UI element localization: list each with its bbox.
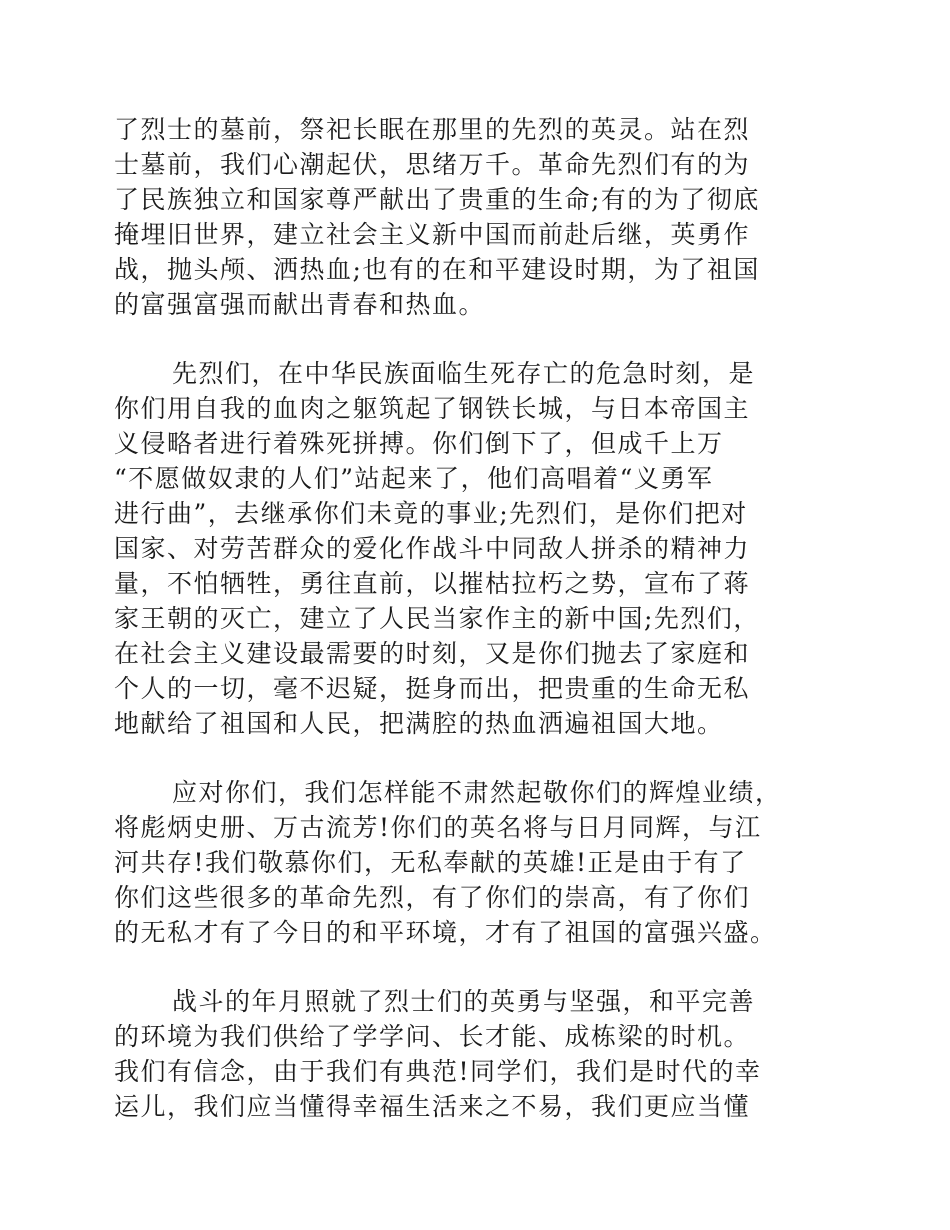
paragraph-spacer	[114, 322, 836, 356]
text-line: 掩埋旧世界，建立社会主义新中国而前赴后继，英勇作	[114, 220, 751, 249]
text-line: 量，不怕牺牲，勇往直前，以摧枯拉朽之势，宣布了蒋	[114, 569, 751, 598]
paragraph-3	[114, 775, 836, 950]
paragraph-spacer	[114, 741, 836, 775]
text-line: 国家、对劳苦群众的爱化作战斗中同敌人拼杀的精神力	[114, 534, 751, 563]
text-line: 将彪炳史册、万古流芳!你们的英名将与日月同辉，与江	[114, 813, 762, 842]
text-line: 战斗的年月照就了烈士们的英勇与坚强，和平完善	[172, 987, 756, 1016]
text-line: 我们有信念，由于我们有典范!同学们，我们是时代的幸	[114, 1057, 762, 1086]
paragraph-1	[114, 112, 836, 322]
text-line: 了烈士的墓前，祭祀长眠在那里的先烈的英灵。站在烈	[114, 115, 751, 144]
text-line: 应对你们，我们怎样能不肃然起敬你们的辉煌业绩，	[172, 778, 782, 807]
text-line: 战，抛头颅、洒热血;也有的在和平建设时期，为了祖国	[114, 255, 760, 284]
text-line: “不愿做奴隶的人们”站起来了，他们高唱着“义勇军	[114, 464, 714, 493]
text-line: 的富强富强而献出青春和热血。	[114, 290, 486, 319]
text-line: 家王朝的灭亡，建立了人民当家作主的新中国;先烈们，	[114, 604, 760, 633]
text-line: 先烈们，在中华民族面临生死存亡的危急时刻，是	[172, 359, 756, 388]
text-line: 你们这些很多的革命先烈，有了你们的崇高，有了你们	[114, 883, 751, 912]
text-line: 的无私才有了今日的和平环境，才有了祖国的富强兴盛。	[114, 918, 777, 947]
text-line: 你们用自我的血肉之躯筑起了钢铁长城，与日本帝国主	[114, 394, 751, 423]
text-line: 了民族独立和国家尊严献出了贵重的生命;有的为了彻底	[114, 185, 760, 214]
paragraph-2	[114, 356, 836, 741]
text-line: 义侵略者进行着殊死拼搏。你们倒下了，但成千上万	[114, 429, 724, 458]
text-line: 士墓前，我们心潮起伏，思绪万千。革命先烈们有的为	[114, 150, 751, 179]
text-line: 河共存!我们敬慕你们，无私奉献的英雄!正是由于有了	[114, 848, 747, 877]
text-line: 的环境为我们供给了学学问、长才能、成栋梁的时机。	[114, 1022, 751, 1051]
document-body	[114, 112, 836, 1124]
paragraph-spacer	[114, 950, 836, 984]
text-line: 进行曲”，去继承你们未竟的事业;先烈们，是你们把对	[114, 499, 748, 528]
text-line: 个人的一切，毫不迟疑，挺身而出，把贵重的生命无私	[114, 674, 751, 703]
text-line: 地献给了祖国和人民，把满腔的热血洒遍祖国大地。	[114, 709, 724, 738]
text-line: 在社会主义建设最需要的时刻，又是你们抛去了家庭和	[114, 639, 751, 668]
paragraph-4	[114, 984, 836, 1124]
text-line: 运儿，我们应当懂得幸福生活来之不易，我们更应当懂	[114, 1092, 751, 1121]
